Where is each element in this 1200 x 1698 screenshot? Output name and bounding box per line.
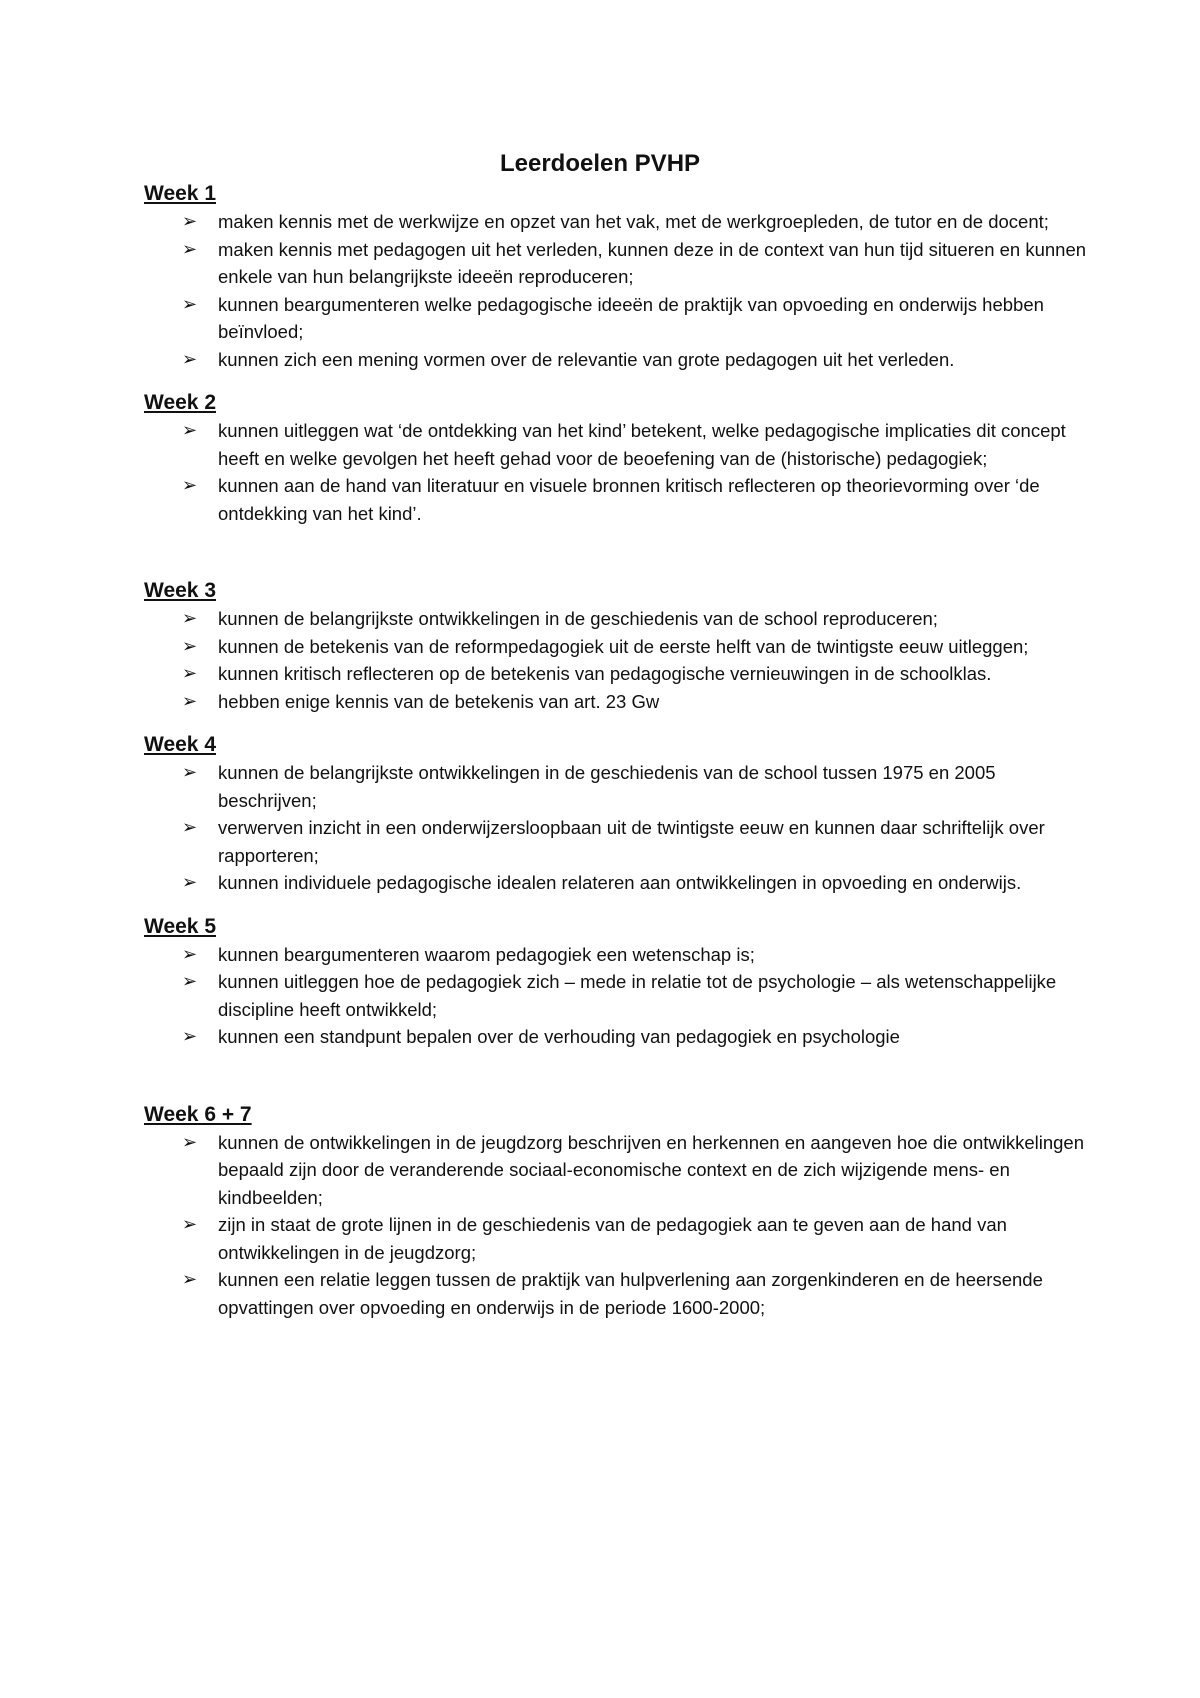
spacer [144,527,1090,577]
goal-text: kunnen de belangrijkste ontwikkelingen in de geschiedenis van de school reproduceren; [218,608,938,629]
arrowhead-bullet-icon: ➢ [182,475,198,495]
arrowhead-bullet-icon: ➢ [182,817,198,837]
goal-text: kunnen uitleggen hoe de pedagogiek zich – mede in relatie tot de psychologie – als wetenschappelijke discipline heeft ontwikkeld; [218,971,1057,1020]
week-section-4 [144,731,1090,897]
goal-text: maken kennis met pedagogen uit het verleden, kunnen deze in de context van hun tijd situeren en kunnen enkele van hun belangrijkste ideeën reproduceren; [218,238,1087,287]
list-item [144,869,1090,897]
list-item [144,291,1090,346]
list-item [144,688,1090,716]
arrowhead-bullet-icon: ➢ [182,348,198,369]
arrowhead-bullet-icon: ➢ [182,1026,198,1046]
list-item [144,1266,1090,1321]
list-item [144,1023,1090,1051]
list-item [144,208,1090,236]
goal-text: zijn in staat de grote lijnen in de geschiedenis van de pedagogiek aan te geven aan de hand van ontwikkelingen in de jeugdzorg; [218,1214,1007,1263]
week-heading: Week 3 [144,579,216,602]
arrowhead-bullet-icon: ➢ [182,690,198,711]
list-item [144,236,1090,291]
goal-text: hebben enige kennis van de betekenis van art. 23 Gw [218,690,660,712]
arrowhead-bullet-icon: ➢ [182,1269,198,1289]
week-heading: Week 4 [144,733,216,756]
goal-list [144,941,1090,1051]
arrowhead-bullet-icon: ➢ [182,971,198,991]
list-item [144,968,1090,1023]
arrowhead-bullet-icon: ➢ [182,762,198,782]
arrowhead-bullet-icon: ➢ [182,872,198,892]
goal-list [144,208,1090,373]
goal-text: kunnen individuele pedagogische idealen relateren aan ontwikkelingen in opvoeding en onderwijs. [218,872,1022,893]
arrowhead-bullet-icon: ➢ [182,420,198,440]
list-item [144,759,1090,814]
spacer [144,715,1090,731]
list-item [144,941,1090,969]
arrowhead-bullet-icon: ➢ [182,293,198,314]
arrowhead-bullet-icon: ➢ [182,1131,198,1152]
week-section-3 [144,577,1090,715]
week-section-6-7 [144,1101,1090,1322]
goal-text: kunnen beargumenteren welke pedagogische ideeën de praktijk van opvoeding en onderwijs hebben beïnvloed; [218,293,1044,342]
list-item [144,814,1090,869]
goal-text: kunnen zich een mening vormen over de relevantie van grote pedagogen uit het verleden. [218,348,955,370]
goal-text: kunnen de ontwikkelingen in de jeugdzorg beschrijven en herkennen en aangeven hoe die ontwikkelingen bepaald zijn door de veranderende sociaal-economische context en de zich wijzigende mens- en kindbeelden; [218,1131,1085,1208]
arrowhead-bullet-icon: ➢ [182,608,198,628]
arrowhead-bullet-icon: ➢ [182,211,198,231]
goal-list [144,605,1090,715]
goal-text: kunnen de belangrijkste ontwikkelingen in de geschiedenis van de school tussen 1975 en 2005 beschrijven; [218,762,996,811]
goal-text: kunnen kritisch reflecteren op de betekenis van pedagogische vernieuwingen in de schoolklas. [218,663,992,684]
goal-list [144,1129,1090,1322]
list-item [144,1129,1090,1212]
goal-text: kunnen uitleggen wat ‘de ontdekking van het kind’ betekent, welke pedagogische implicaties dit concept heeft en welke gevolgen het heeft gehad voor de beoefening van de (historische) pedagogiek; [218,420,1066,469]
goal-text: kunnen beargumenteren waarom pedagogiek een wetenschap is; [218,943,755,965]
week-section-1 [144,180,1090,373]
week-heading: Week 6 + 7 [144,1102,252,1126]
arrowhead-bullet-icon: ➢ [182,1214,198,1234]
list-item [144,346,1090,374]
list-item [144,633,1090,661]
spacer [144,1051,1090,1101]
week-section-5 [144,913,1090,1051]
arrowhead-bullet-icon: ➢ [182,238,198,259]
week-heading: Week 1 [144,182,216,205]
goal-text: kunnen een relatie leggen tussen de praktijk van hulpverlening aan zorgenkinderen en de heersende opvattingen over opvoeding en onderwijs in de periode 1600-2000; [218,1269,1043,1318]
arrowhead-bullet-icon: ➢ [182,663,198,683]
spacer [144,373,1090,389]
goal-text: kunnen aan de hand van literatuur en visuele bronnen kritisch reflecteren op theorievorming over ‘de ontdekking van het kind’. [218,475,1040,524]
goal-text: verwerven inzicht in een onderwijzersloopbaan uit de twintigste eeuw en kunnen daar schriftelijk over rapporteren; [218,817,1045,866]
goal-text: kunnen een standpunt bepalen over de verhouding van pedagogiek en psychologie [218,1026,900,1047]
goal-text: maken kennis met de werkwijze en opzet van het vak, met de werkgroepleden, de tutor en de docent; [218,211,1049,232]
list-item [144,472,1090,527]
list-item [144,660,1090,688]
arrowhead-bullet-icon: ➢ [182,635,198,656]
goal-list [144,417,1090,527]
week-section-2 [144,389,1090,527]
goal-list [144,759,1090,897]
spacer [144,897,1090,913]
arrowhead-bullet-icon: ➢ [182,943,198,964]
week-heading: Week 2 [144,391,216,414]
list-item [144,417,1090,472]
week-heading: Week 5 [144,914,216,938]
list-item [144,605,1090,633]
document-title: Leerdoelen PVHP [499,150,701,177]
goal-text: kunnen de betekenis van de reformpedagogiek uit de eerste helft van de twintigste eeuw uitleggen; [218,635,1029,657]
list-item [144,1211,1090,1266]
